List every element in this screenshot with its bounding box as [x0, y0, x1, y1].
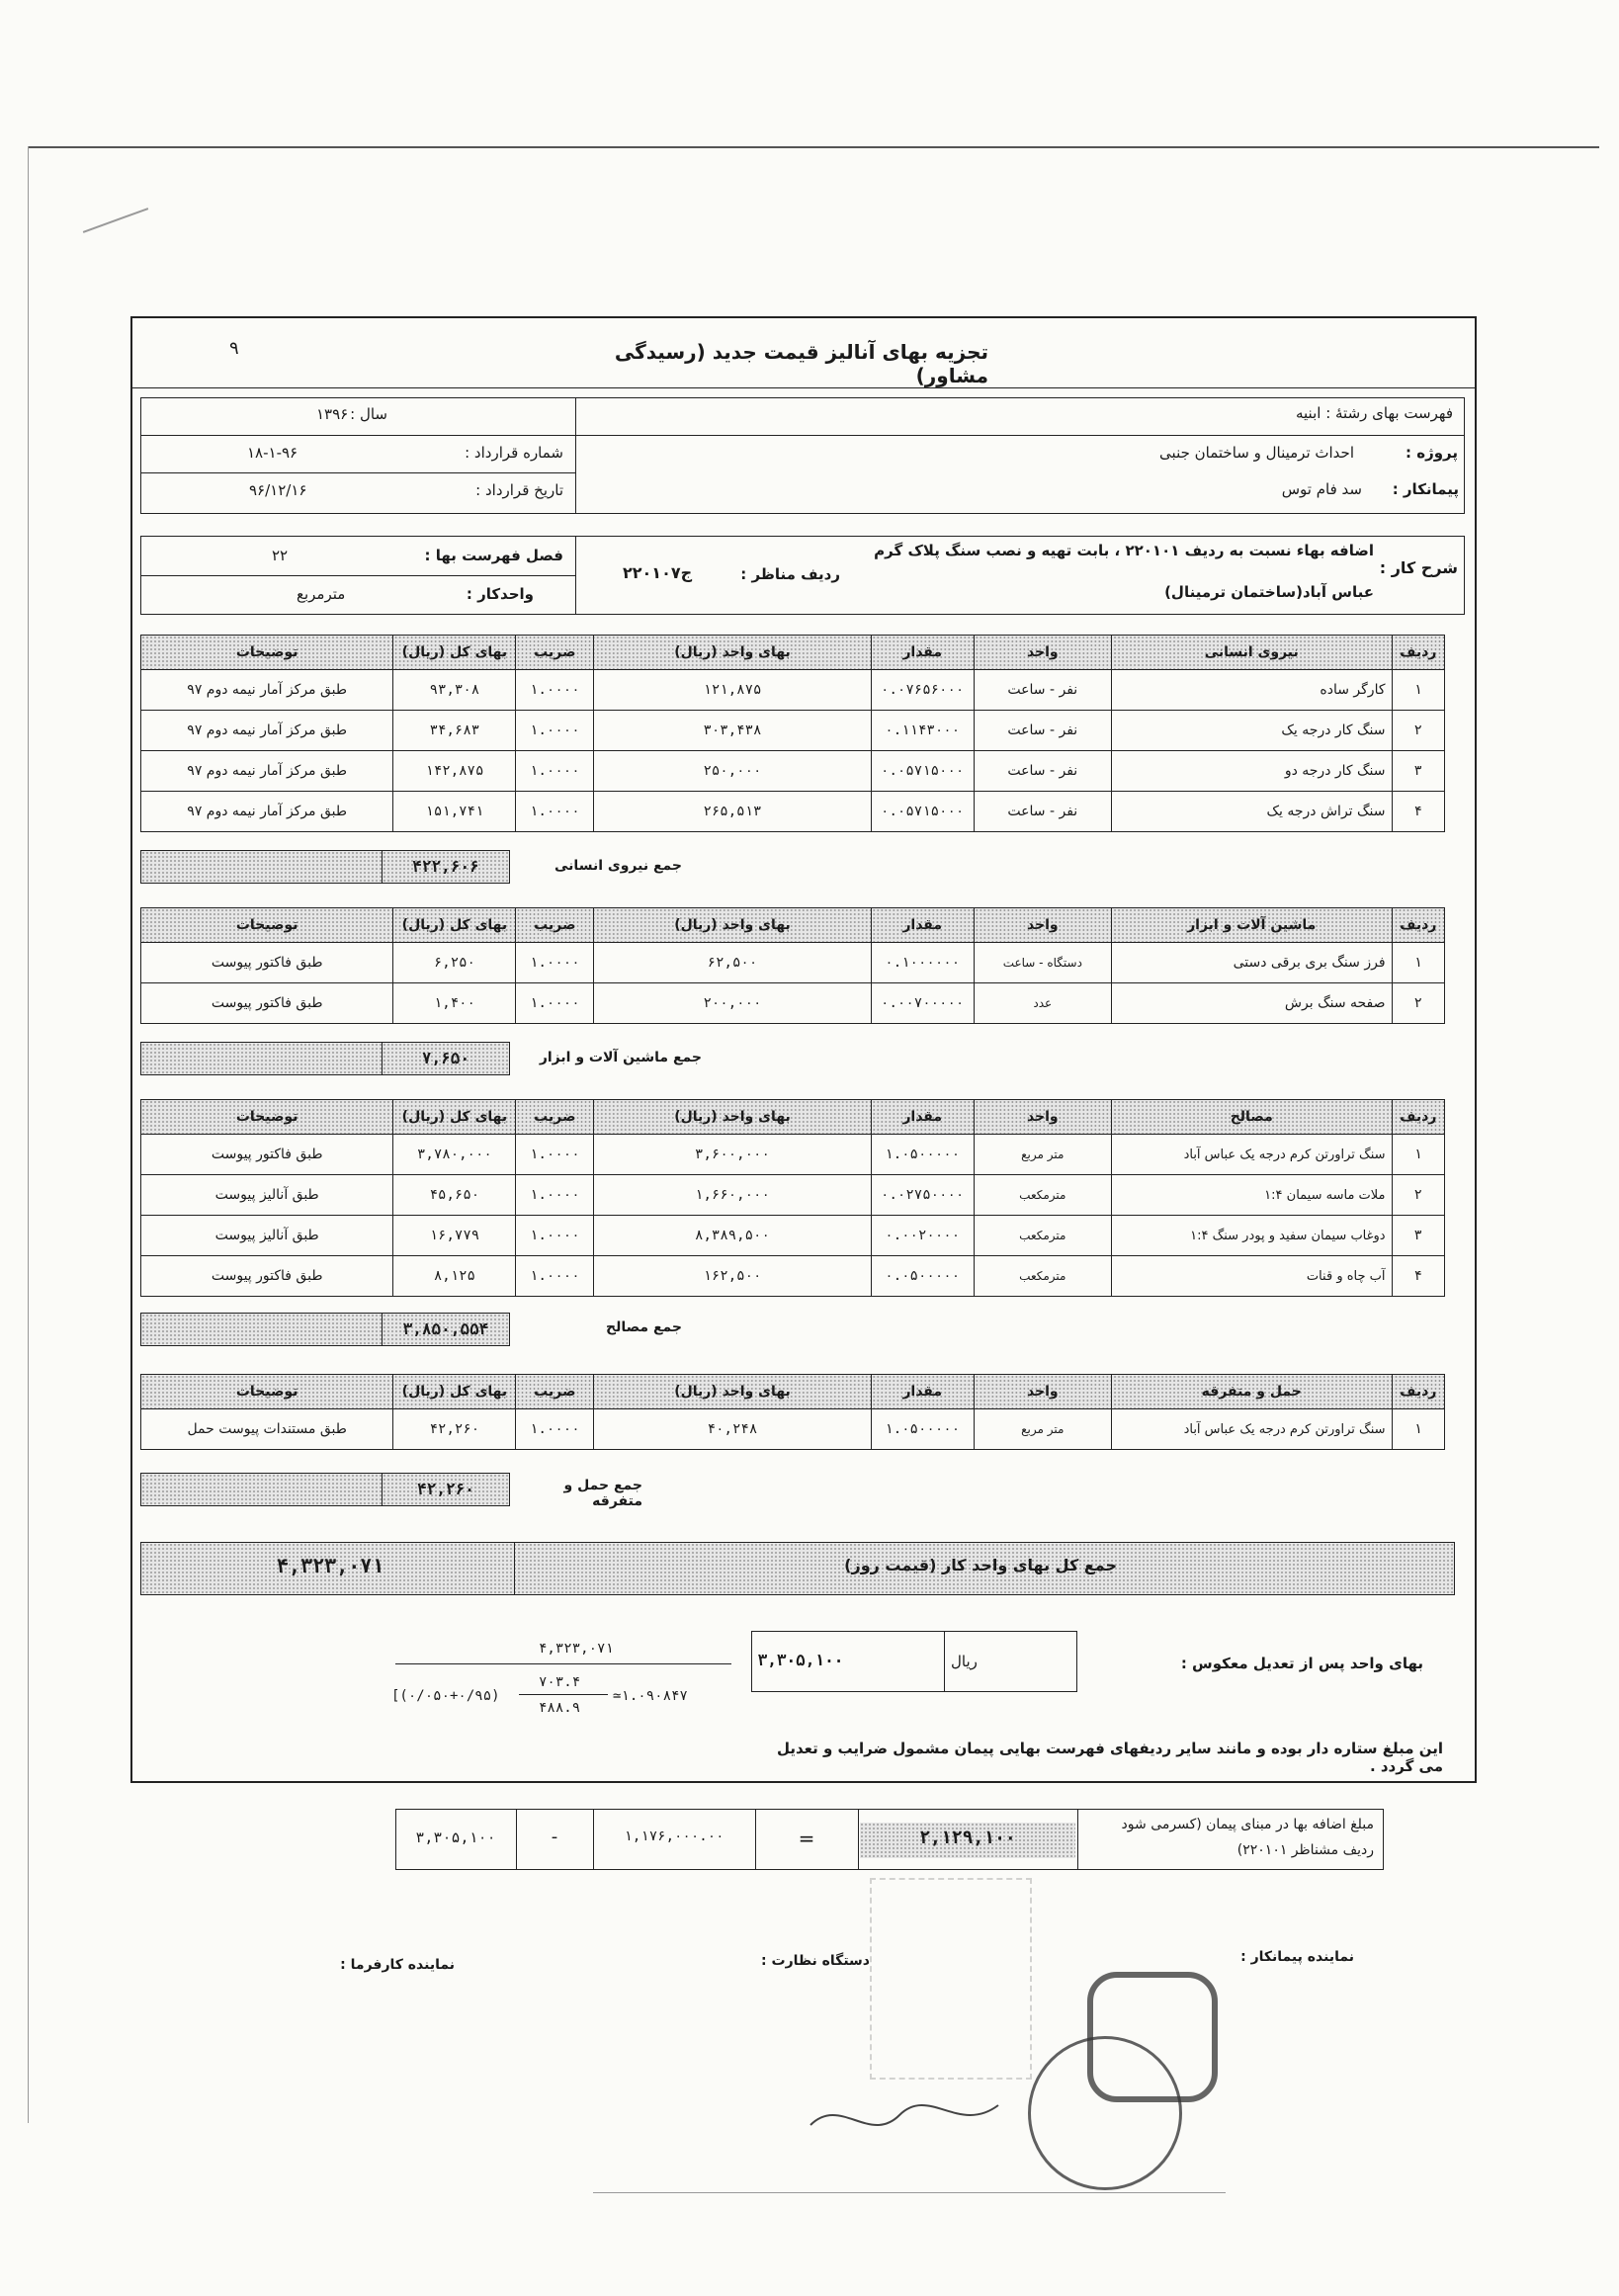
row-total: ۱۶,۷۷۹: [393, 1216, 516, 1256]
row-total: ۴۵,۶۵۰: [393, 1175, 516, 1216]
row-unit: نفر - ساعت: [974, 711, 1111, 751]
adjusted-price-value: ۳,۳۰۵,۱۰۰: [757, 1651, 844, 1669]
row-index: ۲: [1392, 1175, 1444, 1216]
supervisor-label: دستگاه نظارت :: [761, 1953, 870, 1969]
row-note: طبق آنالیز پیوست: [141, 1216, 393, 1256]
labor-total-filler: [140, 850, 382, 884]
materials-total-label: جمع مصالح: [606, 1319, 682, 1335]
contract-number-label: شماره قرارداد :: [465, 444, 563, 462]
final-desc-line2: ردیف مشناظر ۲۲۰۱۰۱): [1236, 1842, 1374, 1858]
row-qty: ۰.۰۵۷۱۵۰۰۰: [871, 751, 974, 792]
row-note: طبق مستندات پیوست حمل: [141, 1409, 393, 1450]
machinery-header-total: بهای کل (ریال): [393, 908, 516, 943]
project-name: احداث ترمینال و ساختمان جنبی: [1159, 444, 1354, 462]
row-total: ۶,۲۵۰: [393, 943, 516, 983]
row-unit-price: ۱,۶۶۰,۰۰۰: [594, 1175, 872, 1216]
machinery-table: [140, 907, 1445, 1024]
work-description-line1: اضافه بهاء نسبت به ردیف ۲۲۰۱۰۱ ، بابت تهیه و نصب سنگ پلاک گرم: [874, 542, 1374, 559]
machinery-total: ۷,۶۵۰: [382, 1042, 510, 1075]
row-item: سنگ تراش درجه یک: [1111, 792, 1392, 832]
transport-total-filler: [140, 1473, 382, 1506]
price-list-name: فهرست بهای رشتهٔ : ابنیه: [1295, 404, 1453, 422]
row-index: ۴: [1392, 1256, 1444, 1297]
formula-numerator: ۴,۳۲۳,۰۷۱: [539, 1641, 614, 1657]
row-coef: ۱.۰۰۰۰: [516, 943, 594, 983]
escalation-note: این مبلغ ستاره دار بوده و مانند سایر ردیفهای فهرست بهایی پیمان مشمول ضرایب و تعدیل می گردد .: [776, 1740, 1443, 1775]
materials-header-unit-price: بهای واحد (ریال): [594, 1100, 872, 1135]
row-unit-price: ۸,۳۸۹,۵۰۰: [594, 1216, 872, 1256]
sheet-top-edge: [28, 146, 1599, 148]
row-index: ۳: [1392, 1216, 1444, 1256]
table-row: [141, 670, 1445, 711]
row-index: ۱: [1392, 1409, 1444, 1450]
row-index: ۲: [1392, 983, 1444, 1024]
contractor-name: سد فام توس: [1281, 480, 1362, 498]
formula-fraction-denominator: ۴۸۸.۹: [539, 1700, 581, 1716]
row-item: سنگ کار درجه یک: [1111, 711, 1392, 751]
work-unit-value: مترمربع: [297, 585, 346, 603]
row-item: سنگ کار درجه دو: [1111, 751, 1392, 792]
row-coef: ۱.۰۰۰۰: [516, 1216, 594, 1256]
row-unit: دستگاه - ساعت: [974, 943, 1111, 983]
contract-date-label: تاریخ قرارداد :: [475, 481, 563, 499]
labor-table: [140, 635, 1445, 832]
machinery-header-coef: ضریب: [516, 908, 594, 943]
row-total: ۴۲,۲۶۰: [393, 1409, 516, 1450]
materials-header-total: بهای کل (ریال): [393, 1100, 516, 1135]
row-unit: نفر - ساعت: [974, 792, 1111, 832]
contractor-logo-stamp: [1087, 1972, 1218, 2102]
row-unit: متر مربع: [974, 1409, 1111, 1450]
related-row-value: ج۲۲۰۱۰۷: [623, 563, 693, 582]
grand-total-value: ۴,۳۲۳,۰۷۱: [277, 1554, 384, 1577]
row-index: ۱: [1392, 1135, 1444, 1175]
row-unit: مترمکعب: [974, 1175, 1111, 1216]
transport-header-unit-price: بهای واحد (ریال): [594, 1375, 872, 1409]
transport-total-label: جمع حمل و متفرقه: [563, 1478, 642, 1509]
materials-total-filler: [140, 1313, 382, 1346]
row-unit: مترمکعب: [974, 1256, 1111, 1297]
row-item: کارگر ساده: [1111, 670, 1392, 711]
row-unit-price: ۳۰۳,۴۳۸: [594, 711, 872, 751]
labor-header-item: نیروی انسانی: [1111, 636, 1392, 670]
row-unit-price: ۱۲۱,۸۷۵: [594, 670, 872, 711]
row-unit: نفر - ساعت: [974, 670, 1111, 711]
currency-label: ریال: [951, 1653, 978, 1670]
final-value: ۲,۱۲۹,۱۰۰: [860, 1823, 1075, 1858]
transport-header-row: ردیف: [1392, 1375, 1444, 1409]
row-total: ۱۵۱,۷۴۱: [393, 792, 516, 832]
machinery-header-notes: توضیحات: [141, 908, 393, 943]
labor-header-unit-price: بهای واحد (ریال): [594, 636, 872, 670]
row-unit: مترمکعب: [974, 1216, 1111, 1256]
row-unit-price: ۶۲,۵۰۰: [594, 943, 872, 983]
table-row: [141, 1409, 1445, 1450]
labor-header-notes: توضیحات: [141, 636, 393, 670]
related-row-label: ردیف مناظر :: [740, 565, 840, 583]
row-qty: ۰.۱۱۴۳۰۰۰: [871, 711, 974, 751]
row-qty: ۰.۰۷۶۵۶۰۰۰: [871, 670, 974, 711]
formula-factor: [(۰/۰۵۰+۰/۹۵): [391, 1688, 500, 1704]
row-note: طبق فاکتور پیوست: [141, 1256, 393, 1297]
row-item: ملات ماسه سیمان ۱:۴: [1111, 1175, 1392, 1216]
row-note: طبق فاکتور پیوست: [141, 943, 393, 983]
year-label: سال :: [350, 405, 387, 423]
row-qty: ۱.۰۵۰۰۰۰۰: [871, 1409, 974, 1450]
contractor-rep-label: نماینده پیمانکار :: [1240, 1949, 1354, 1965]
transport-header-qty: مقدار: [871, 1375, 974, 1409]
transport-header-coef: ضریب: [516, 1375, 594, 1409]
table-row: [141, 792, 1445, 832]
contract-number: ۱۸-۱-۹۶: [247, 444, 298, 462]
labor-header-total: بهای کل (ریال): [393, 636, 516, 670]
row-note: طبق فاکتور پیوست: [141, 1135, 393, 1175]
row-qty: ۰.۰۵۷۱۵۰۰۰: [871, 792, 974, 832]
project-label: پروژه :: [1406, 444, 1458, 462]
row-unit: عدد: [974, 983, 1111, 1024]
row-unit-price: ۲۰۰,۰۰۰: [594, 983, 872, 1024]
row-index: ۲: [1392, 711, 1444, 751]
row-index: ۳: [1392, 751, 1444, 792]
labor-total: ۴۲۲,۶۰۶: [382, 850, 510, 884]
transport-header-total: بهای کل (ریال): [393, 1375, 516, 1409]
row-total: ۱۴۲,۸۷۵: [393, 751, 516, 792]
materials-total: ۳,۸۵۰,۵۵۴: [382, 1313, 510, 1346]
machinery-header-qty: مقدار: [871, 908, 974, 943]
final-adjusted: ۳,۳۰۵,۱۰۰: [415, 1828, 496, 1846]
row-item: فرز سنگ بری برقی دستی: [1111, 943, 1392, 983]
labor-header-unit: واحد: [974, 636, 1111, 670]
work-unit-label: واحدکار :: [466, 585, 534, 603]
materials-header-item: مصالح: [1111, 1100, 1392, 1135]
final-desc-line1: مبلغ اضافه بها در مبنای پیمان (کسرمی شود: [1121, 1817, 1374, 1832]
row-index: ۴: [1392, 792, 1444, 832]
row-total: ۱,۴۰۰: [393, 983, 516, 1024]
row-coef: ۱.۰۰۰۰: [516, 983, 594, 1024]
work-label: شرح کار :: [1379, 558, 1458, 577]
row-unit-price: ۳,۶۰۰,۰۰۰: [594, 1135, 872, 1175]
sheet-left-edge: [28, 146, 29, 2123]
row-note: طبق آنالیز پیوست: [141, 1175, 393, 1216]
row-item: سنگ تراورتن کرم درجه یک عباس آباد: [1111, 1135, 1392, 1175]
labor-header-coef: ضریب: [516, 636, 594, 670]
labor-header-qty: مقدار: [871, 636, 974, 670]
row-total: ۹۳,۳۰۸: [393, 670, 516, 711]
row-coef: ۱.۰۰۰۰: [516, 1175, 594, 1216]
final-minus: -: [551, 1827, 558, 1847]
final-equals: =: [798, 1827, 815, 1850]
contract-date: ۹۶/۱۲/۱۶: [249, 481, 307, 499]
table-row: [141, 943, 1445, 983]
form-title: تجزیه بهای آنالیز قیمت جدید (رسیدگی مشاور): [614, 340, 988, 387]
grand-total-label: جمع کل بهای واحد کار (قیمت روز): [844, 1556, 1117, 1574]
labor-header-row: ردیف: [1392, 636, 1444, 670]
row-note: طبق مرکز آمار نیمه دوم ۹۷: [141, 751, 393, 792]
adjusted-price-label: بهای واحد پس از تعدیل معکوس :: [1180, 1655, 1423, 1672]
work-description-line2: عباس آباد(ساختمان ترمینال): [1164, 583, 1374, 601]
row-index: ۱: [1392, 943, 1444, 983]
machinery-header-unit-price: بهای واحد (ریال): [594, 908, 872, 943]
row-total: ۸,۱۲۵: [393, 1256, 516, 1297]
row-qty: ۰.۱۰۰۰۰۰۰: [871, 943, 974, 983]
row-coef: ۱.۰۰۰۰: [516, 1256, 594, 1297]
row-unit-price: ۲۵۰,۰۰۰: [594, 751, 872, 792]
row-coef: ۱.۰۰۰۰: [516, 792, 594, 832]
pencil-mark: [83, 208, 148, 233]
materials-header-notes: توضیحات: [141, 1100, 393, 1135]
table-row: [141, 1135, 1445, 1175]
year-value: ۱۳۹۶: [316, 405, 349, 423]
row-note: طبق مرکز آمار نیمه دوم ۹۷: [141, 792, 393, 832]
row-unit-price: ۴۰,۲۴۸: [594, 1409, 872, 1450]
signature-scribble: [801, 2085, 1018, 2155]
transport-header-item: حمل و متفرقه: [1111, 1375, 1392, 1409]
table-row: [141, 1175, 1445, 1216]
row-item: سنگ تراورتن کرم درجه یک عباس آباد: [1111, 1409, 1392, 1450]
labor-total-label: جمع نیروی انسانی: [554, 858, 682, 874]
row-coef: ۱.۰۰۰۰: [516, 751, 594, 792]
transport-header-notes: توضیحات: [141, 1375, 393, 1409]
transport-header-unit: واحد: [974, 1375, 1111, 1409]
row-unit: نفر - ساعت: [974, 751, 1111, 792]
row-total: ۳۴,۶۸۳: [393, 711, 516, 751]
row-qty: ۰.۰۲۷۵۰۰۰۰: [871, 1175, 974, 1216]
materials-header-row: ردیف: [1392, 1100, 1444, 1135]
formula-fraction-numerator: ۷۰۳.۴: [539, 1674, 581, 1690]
row-coef: ۱.۰۰۰۰: [516, 711, 594, 751]
machinery-header-row: ردیف: [1392, 908, 1444, 943]
row-coef: ۱.۰۰۰۰: [516, 1135, 594, 1175]
row-qty: ۰.۰۰۲۰۰۰۰: [871, 1216, 974, 1256]
employer-rep-label: نماینده کارفرما :: [340, 1957, 455, 1973]
row-item: دوغاب سیمان سفید و پودر سنگ ۱:۴: [1111, 1216, 1392, 1256]
formula-factor-result: ≃۱.۰۹۰۸۴۷: [613, 1688, 688, 1704]
chapter-value: ۲۲: [272, 547, 289, 564]
chapter-label: فصل فهرست بها :: [424, 547, 563, 564]
table-row: [141, 1216, 1445, 1256]
materials-header-coef: ضریب: [516, 1100, 594, 1135]
machinery-total-label: جمع ماشین آلات و ابزار: [539, 1050, 702, 1065]
transport-total: ۴۲,۲۶۰: [382, 1473, 510, 1506]
machinery-total-filler: [140, 1042, 382, 1075]
materials-header-qty: مقدار: [871, 1100, 974, 1135]
row-note: طبق فاکتور پیوست: [141, 983, 393, 1024]
row-qty: ۰.۰۰۷۰۰۰۰۰: [871, 983, 974, 1024]
table-row: [141, 711, 1445, 751]
row-qty: ۱.۰۵۰۰۰۰۰: [871, 1135, 974, 1175]
row-qty: ۰.۰۵۰۰۰۰۰: [871, 1256, 974, 1297]
materials-table: [140, 1099, 1445, 1297]
row-item: صفحه سنگ برش: [1111, 983, 1392, 1024]
row-unit-price: ۲۶۵,۵۱۳: [594, 792, 872, 832]
supervisor-stamp: [870, 1878, 1032, 2080]
row-note: طبق مرکز آمار نیمه دوم ۹۷: [141, 670, 393, 711]
transport-table: [140, 1374, 1445, 1450]
row-coef: ۱.۰۰۰۰: [516, 670, 594, 711]
row-coef: ۱.۰۰۰۰: [516, 1409, 594, 1450]
row-item: آب چاه و قنات: [1111, 1256, 1392, 1297]
table-row: [141, 983, 1445, 1024]
row-total: ۳,۷۸۰,۰۰۰: [393, 1135, 516, 1175]
row-note: طبق مرکز آمار نیمه دوم ۹۷: [141, 711, 393, 751]
final-base: ۱,۱۷۶,۰۰۰.۰۰: [624, 1828, 724, 1844]
row-unit: متر مربع: [974, 1135, 1111, 1175]
table-row: [141, 751, 1445, 792]
materials-header-unit: واحد: [974, 1100, 1111, 1135]
page-number: ۹: [229, 338, 239, 359]
row-index: ۱: [1392, 670, 1444, 711]
machinery-header-unit: واحد: [974, 908, 1111, 943]
table-row: [141, 1256, 1445, 1297]
row-unit-price: ۱۶۲,۵۰۰: [594, 1256, 872, 1297]
contractor-label: پیمانکار :: [1392, 480, 1459, 498]
machinery-header-item: ماشین آلات و ابزار: [1111, 908, 1392, 943]
